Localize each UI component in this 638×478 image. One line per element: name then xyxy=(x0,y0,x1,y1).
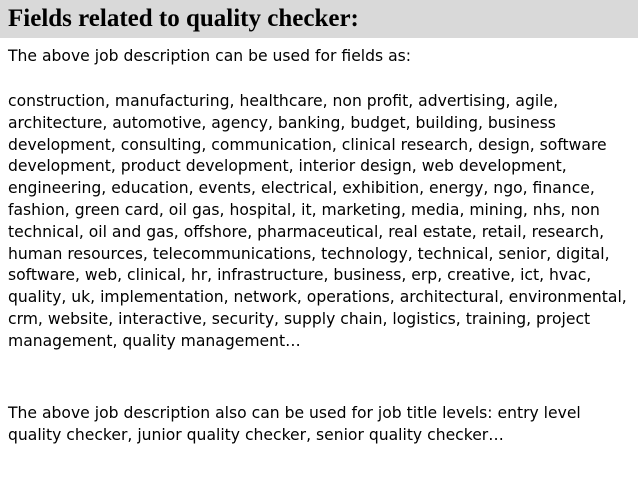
job-levels-text: The above job description also can be used for job title levels: entry level quality checker, junior quality checker, senior quality checker… xyxy=(8,404,581,444)
fields-list-text: construction, manufacturing, healthcare, non profit, advertising, agile, architecture, automotive, agency, banking, budget, building, business development, consulting, communication, clinical research, design, software development, product development, interior design, web development, engineering, education, events, electrical, exhibition, energy, ngo, finance, fashion, green card, oil gas, hospital, it, marketing, media, mining, nhs, non technical, oil and gas, offshore, pharmaceutical, real estate, retail, research, human resources, telecommunications, technology, technical, senior, digital, software, web, clinical, hr, infrastructure, business, erp, creative, ict, hvac, quality, uk, implementation, network, operations, architectural, environmental, crm, website, interactive, security, supply chain, logistics, training, project management, quality management… xyxy=(8,92,627,350)
intro-text: The above job description can be used for fields as: xyxy=(8,47,412,65)
page-title: Fields related to quality checker: xyxy=(8,5,359,32)
title-bar xyxy=(0,0,638,38)
